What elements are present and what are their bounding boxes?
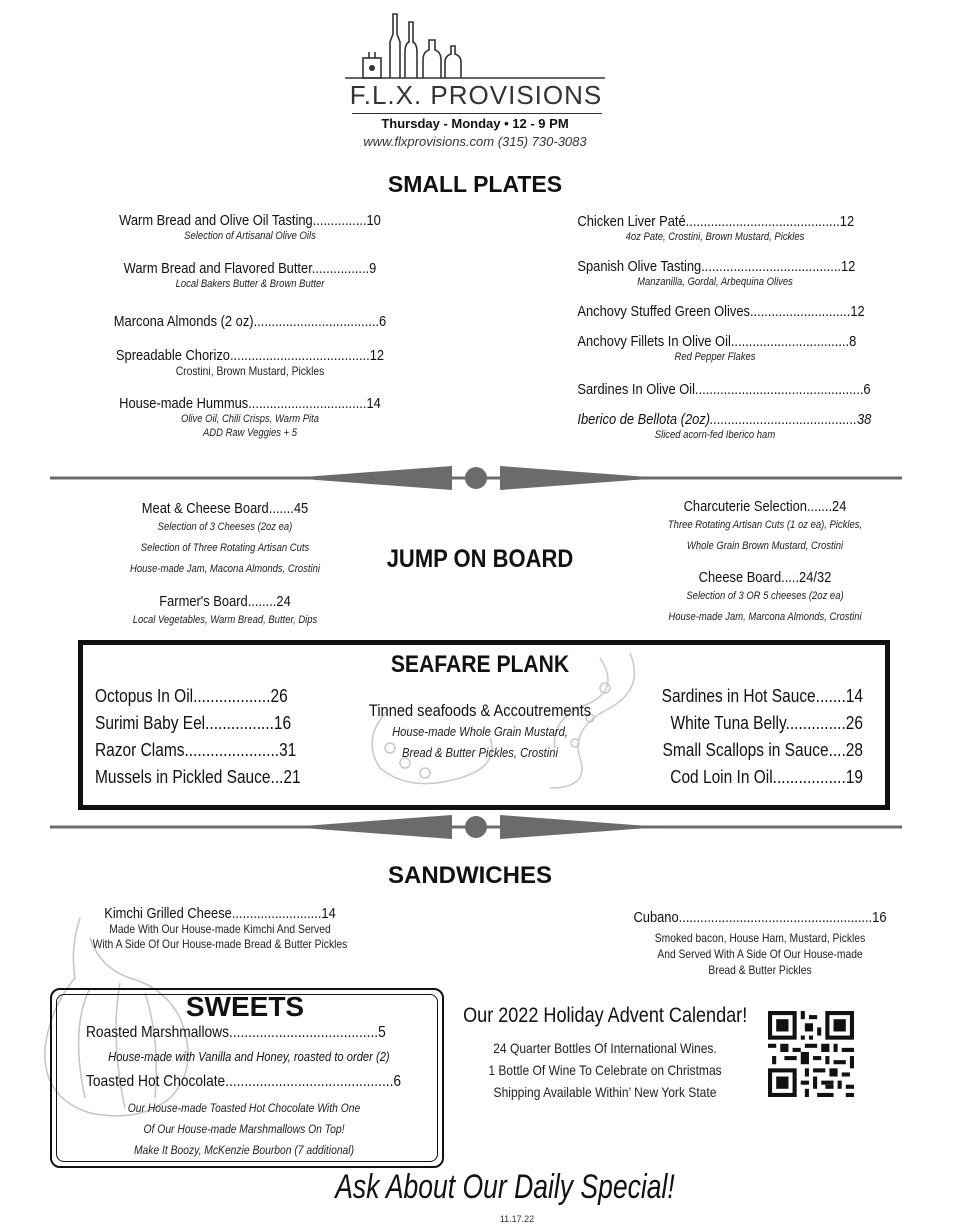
hours-text: Thursday - Monday • 12 - 9 PM — [381, 116, 569, 131]
list-item: Octopus In Oil..................26 — [95, 686, 288, 706]
cheese-board: Cheese Board.....24/32 Selection of 3 OR 5 cheeses (2oz ea) House-made Jam, Marcona Almonds, Crostini — [668, 569, 862, 623]
seafare-right-list — [603, 683, 863, 791]
small-plate-warm-bread-olive: Warm Bread and Olive Oil Tasting...............10 Selection of Artisanal Olive Oils — [119, 212, 381, 242]
advent-title: Our 2022 Holiday Advent Calendar! — [463, 1004, 748, 1027]
list-item: White Tuna Belly..............26 — [670, 713, 863, 733]
boards-heading: JUMP ON BOARD — [386, 545, 574, 573]
list-item: Small Scallops in Sauce....28 — [662, 740, 863, 760]
kimchi-grilled-cheese: Kimchi Grilled Cheese.........................14 Made With Our House-made Kimchi And Served With A Side Of Our House-made Bread & Butter Pickles — [92, 905, 348, 951]
small-plate-sardines: Sardines In Olive Oil...............................................6 — [577, 381, 871, 398]
small-plate-hummus: House-made Hummus.................................14 Olive Oil, Chili Crisps, Warm Pita ADD Raw Veggies + 5 — [119, 395, 381, 439]
seafare-left-list — [95, 683, 355, 791]
small-plate-warm-bread-butter: Warm Bread and Flavored Butter................9 Local Bakers Butter & Brown Butter — [123, 260, 377, 290]
small-plates-heading: SMALL PLATES — [387, 171, 563, 197]
charcuterie-selection: Charcuterie Selection.......24 Three Rotating Artisan Cuts (1 oz ea), Pickles, Whole Grain Brown Mustard, Crostini — [667, 498, 863, 552]
contact-text: www.flxprovisions.com (315) 730-3083 — [363, 134, 587, 149]
sandwiches-heading: SANDWICHES — [387, 862, 552, 889]
daily-special: Ask About Our Daily Special! — [335, 1168, 675, 1206]
sweets-marshmallows-desc: House-made with Vanilla and Honey, roasted to order (2) — [108, 1049, 390, 1064]
list-item: Mussels in Pickled Sauce...21 — [95, 767, 301, 787]
list-item: Sardines in Hot Sauce.......14 — [661, 686, 863, 706]
small-plate-chorizo: Spreadable Chorizo.......................................12 Crostini, Brown Mustard, Pickles — [115, 347, 385, 378]
sweets-heading: SWEETS — [185, 991, 305, 1022]
farmers-board: Farmer's Board........24 Local Vegetables, Warm Bread, Butter, Dips — [132, 593, 318, 626]
small-plate-iberico: Iberico de Bellota (2oz).........................................38 Sliced acorn-fed Iberico ham — [577, 411, 872, 441]
list-item: Razor Clams......................31 — [95, 740, 297, 760]
small-plate-olive-tasting: Spanish Olive Tasting.......................................12 Manzanilla, Gordal, Arbequina Olives — [577, 258, 856, 288]
small-plate-anchovy-olives: Anchovy Stuffed Green Olives............................12 — [577, 303, 865, 320]
brand-name: F.L.X. PROVISIONS — [349, 80, 603, 110]
advent-details: 24 Quarter Bottles Of International Wines. 1 Bottle Of Wine To Celebrate on Christmas Shipping Available Within’ New York State — [488, 1040, 722, 1100]
small-plate-marcona: Marcona Almonds (2 oz)...................................6 — [113, 313, 387, 330]
header-rule — [352, 113, 602, 114]
sweets-hot-chocolate: Toasted Hot Chocolate............................................6 — [86, 1073, 402, 1090]
qr-code-icon[interactable] — [768, 1011, 854, 1097]
meat-cheese-board: Meat & Cheese Board.......45 Selection of 3 Cheeses (2oz ea) Selection of Three Rotating Artisan Cuts House-made Jam, Macona Almonds, Crostini — [130, 500, 320, 575]
section-divider — [50, 463, 902, 493]
seafare-heading: SEAFARE PLANK — [390, 651, 570, 678]
sweets-marshmallows: Roasted Marshmallows.......................................5 — [86, 1024, 386, 1041]
seafare-center: Tinned seafoods & Accoutrements House-made Whole Grain Mustard, Bread & Butter Pickles, Crostini — [368, 701, 592, 760]
small-plate-chicken-liver: Chicken Liver Paté...........................................12 4oz Pate, Crostini, Brown Mustard, Pickles — [577, 213, 855, 243]
sweets-hot-chocolate-desc: Our House-made Toasted Hot Chocolate With One Of Our House-made Marshmallows On Top! Make It Boozy, McKenzie Bourbon (7 additional) — [127, 1101, 361, 1157]
bottles-logo-icon — [345, 12, 607, 84]
list-item: Surimi Baby Eel................16 — [95, 713, 292, 733]
cubano: Cubano......................................................16 Smoked bacon, House Ham, Mustard, Pickles And Served With A Side Of Our House-made Bread & Butter Pickles — [633, 909, 887, 977]
section-divider — [50, 812, 902, 842]
menu-date: 11.17.22 — [499, 1214, 535, 1224]
list-item: Cod Loin In Oil.................19 — [670, 767, 863, 787]
small-plate-anchovy-fillets: Anchovy Fillets In Olive Oil.................................8 Red Pepper Flakes — [577, 333, 857, 363]
